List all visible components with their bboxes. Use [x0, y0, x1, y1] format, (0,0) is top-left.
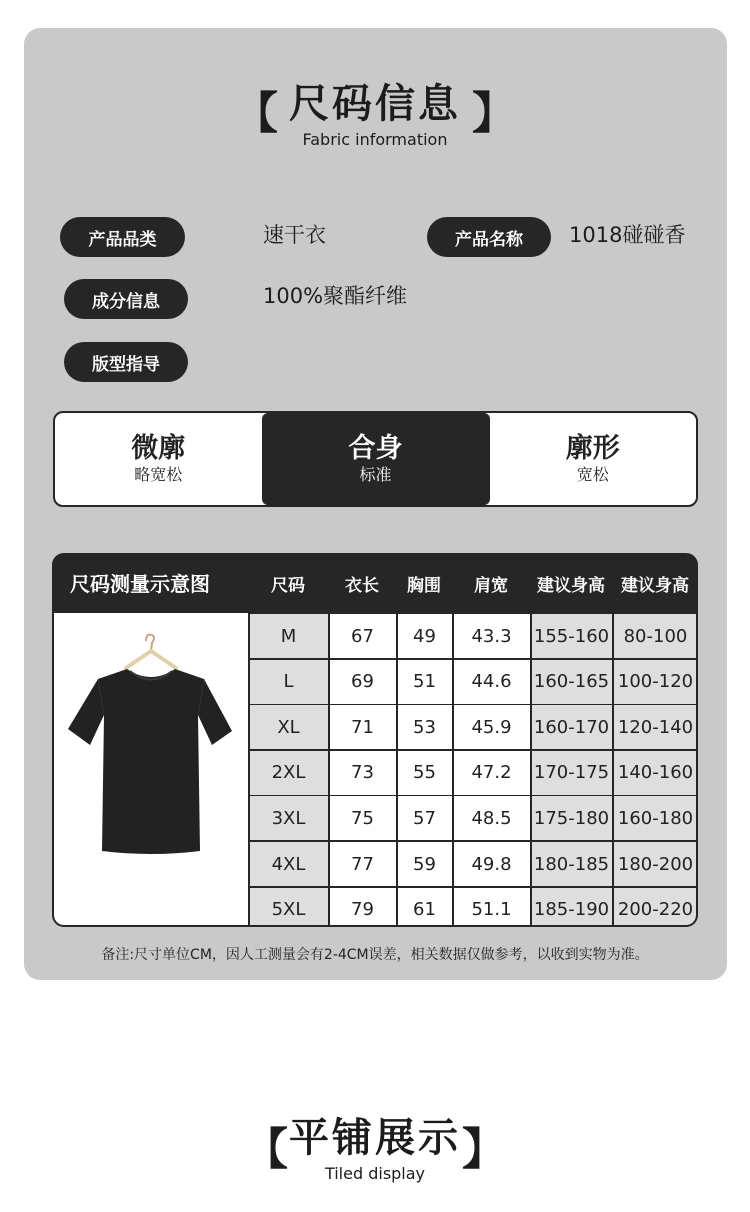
cell-chest: 53 — [398, 705, 452, 749]
category-value: 速干衣 — [263, 223, 326, 247]
cell-shoulder: 43.3 — [454, 614, 530, 658]
fit-option-regular-active — [262, 413, 490, 505]
cell-size: XL — [250, 705, 328, 749]
header-chest: 胸围 — [407, 576, 441, 596]
header-size: 尺码 — [271, 576, 305, 596]
cell-length: 75 — [330, 796, 396, 840]
cell-length: 77 — [330, 842, 396, 886]
cell-height-b: 120-140 — [614, 705, 698, 749]
fit-option-sub: 略宽松 — [134, 465, 183, 484]
section2-title: 平铺展示 — [289, 1115, 461, 1161]
fit-guide-scale — [53, 411, 698, 507]
category-label: 产品品类 — [60, 217, 185, 257]
measurement-note: 备注:尺寸单位CM，因人工测量会有2-4CM误差，相关数据仅做参考，以收到实物为准。 — [101, 947, 649, 963]
cell-chest: 59 — [398, 842, 452, 886]
section2-bracket-right: 】 — [462, 1124, 506, 1175]
fit-option-main: 廓形 — [565, 433, 620, 464]
product-name-label: 产品名称 — [427, 217, 551, 257]
cell-height-a: 160-165 — [532, 660, 612, 704]
cell-height-a: 155-160 — [532, 614, 612, 658]
cell-height-a: 180-185 — [532, 842, 612, 886]
fit-option-sub: 标准 — [359, 465, 392, 484]
cell-length: 69 — [330, 660, 396, 704]
fit-guide-label: 版型指导 — [64, 342, 188, 382]
cell-height-a: 160-170 — [532, 705, 612, 749]
measurement-diagram — [54, 613, 248, 925]
product-name-value: 1018碰碰香 — [569, 223, 686, 247]
cell-length: 73 — [330, 751, 396, 795]
measurement-diagram-title: 尺码测量示意图 — [70, 572, 210, 596]
fit-option-main: 合身 — [348, 433, 403, 464]
title-bracket-right: 】 — [472, 88, 516, 139]
header-length: 衣长 — [345, 576, 379, 596]
cell-chest: 51 — [398, 660, 452, 704]
cell-chest: 49 — [398, 614, 452, 658]
cell-chest: 55 — [398, 751, 452, 795]
title-bracket-left: 【 — [234, 88, 278, 139]
cell-size: 4XL — [250, 842, 328, 886]
tiled-display-title-block — [0, 1114, 750, 1183]
header-shoulder: 肩宽 — [474, 576, 508, 596]
cell-size: 2XL — [250, 751, 328, 795]
composition-value: 100%聚酯纤维 — [263, 284, 408, 308]
cell-length: 79 — [330, 888, 396, 927]
cell-size: 3XL — [250, 796, 328, 840]
cell-shoulder: 51.1 — [454, 888, 530, 927]
cell-shoulder: 47.2 — [454, 751, 530, 795]
composition-label: 成分信息 — [64, 279, 188, 319]
cell-shoulder: 49.8 — [454, 842, 530, 886]
cell-height-b: 140-160 — [614, 751, 698, 795]
fit-option-relaxed — [55, 413, 262, 505]
cell-length: 67 — [330, 614, 396, 658]
header-height-2: 建议身高 — [621, 576, 689, 596]
fit-option-main: 微廓 — [131, 433, 186, 464]
cell-chest: 61 — [398, 888, 452, 927]
cell-length: 71 — [330, 705, 396, 749]
page-title: 尺码信息 — [289, 81, 461, 127]
fit-option-sub: 宽松 — [576, 465, 609, 484]
size-table — [52, 553, 698, 927]
cell-size: L — [250, 660, 328, 704]
cell-size: 5XL — [250, 888, 328, 927]
cell-size: M — [250, 614, 328, 658]
cell-height-a: 170-175 — [532, 751, 612, 795]
fit-option-oversized — [490, 413, 697, 505]
cell-height-b: 180-200 — [614, 842, 698, 886]
section2-bracket-left: 【 — [244, 1124, 288, 1175]
size-info-title-block — [0, 80, 750, 149]
cell-height-a: 185-190 — [532, 888, 612, 927]
section2-subtitle: Tiled display — [324, 1164, 426, 1183]
cell-shoulder: 45.9 — [454, 705, 530, 749]
cell-chest: 57 — [398, 796, 452, 840]
header-height-1: 建议身高 — [537, 576, 605, 596]
cell-shoulder: 48.5 — [454, 796, 530, 840]
page-subtitle: Fabric information — [302, 130, 448, 149]
cell-height-a: 175-180 — [532, 796, 612, 840]
cell-height-b: 80-100 — [614, 614, 698, 658]
size-table-body — [248, 613, 696, 925]
cell-height-b: 200-220 — [614, 888, 698, 927]
black-tshirt-icon — [54, 613, 248, 925]
size-table-header — [54, 555, 696, 613]
cell-shoulder: 44.6 — [454, 660, 530, 704]
cell-height-b: 100-120 — [614, 660, 698, 704]
cell-height-b: 160-180 — [614, 796, 698, 840]
